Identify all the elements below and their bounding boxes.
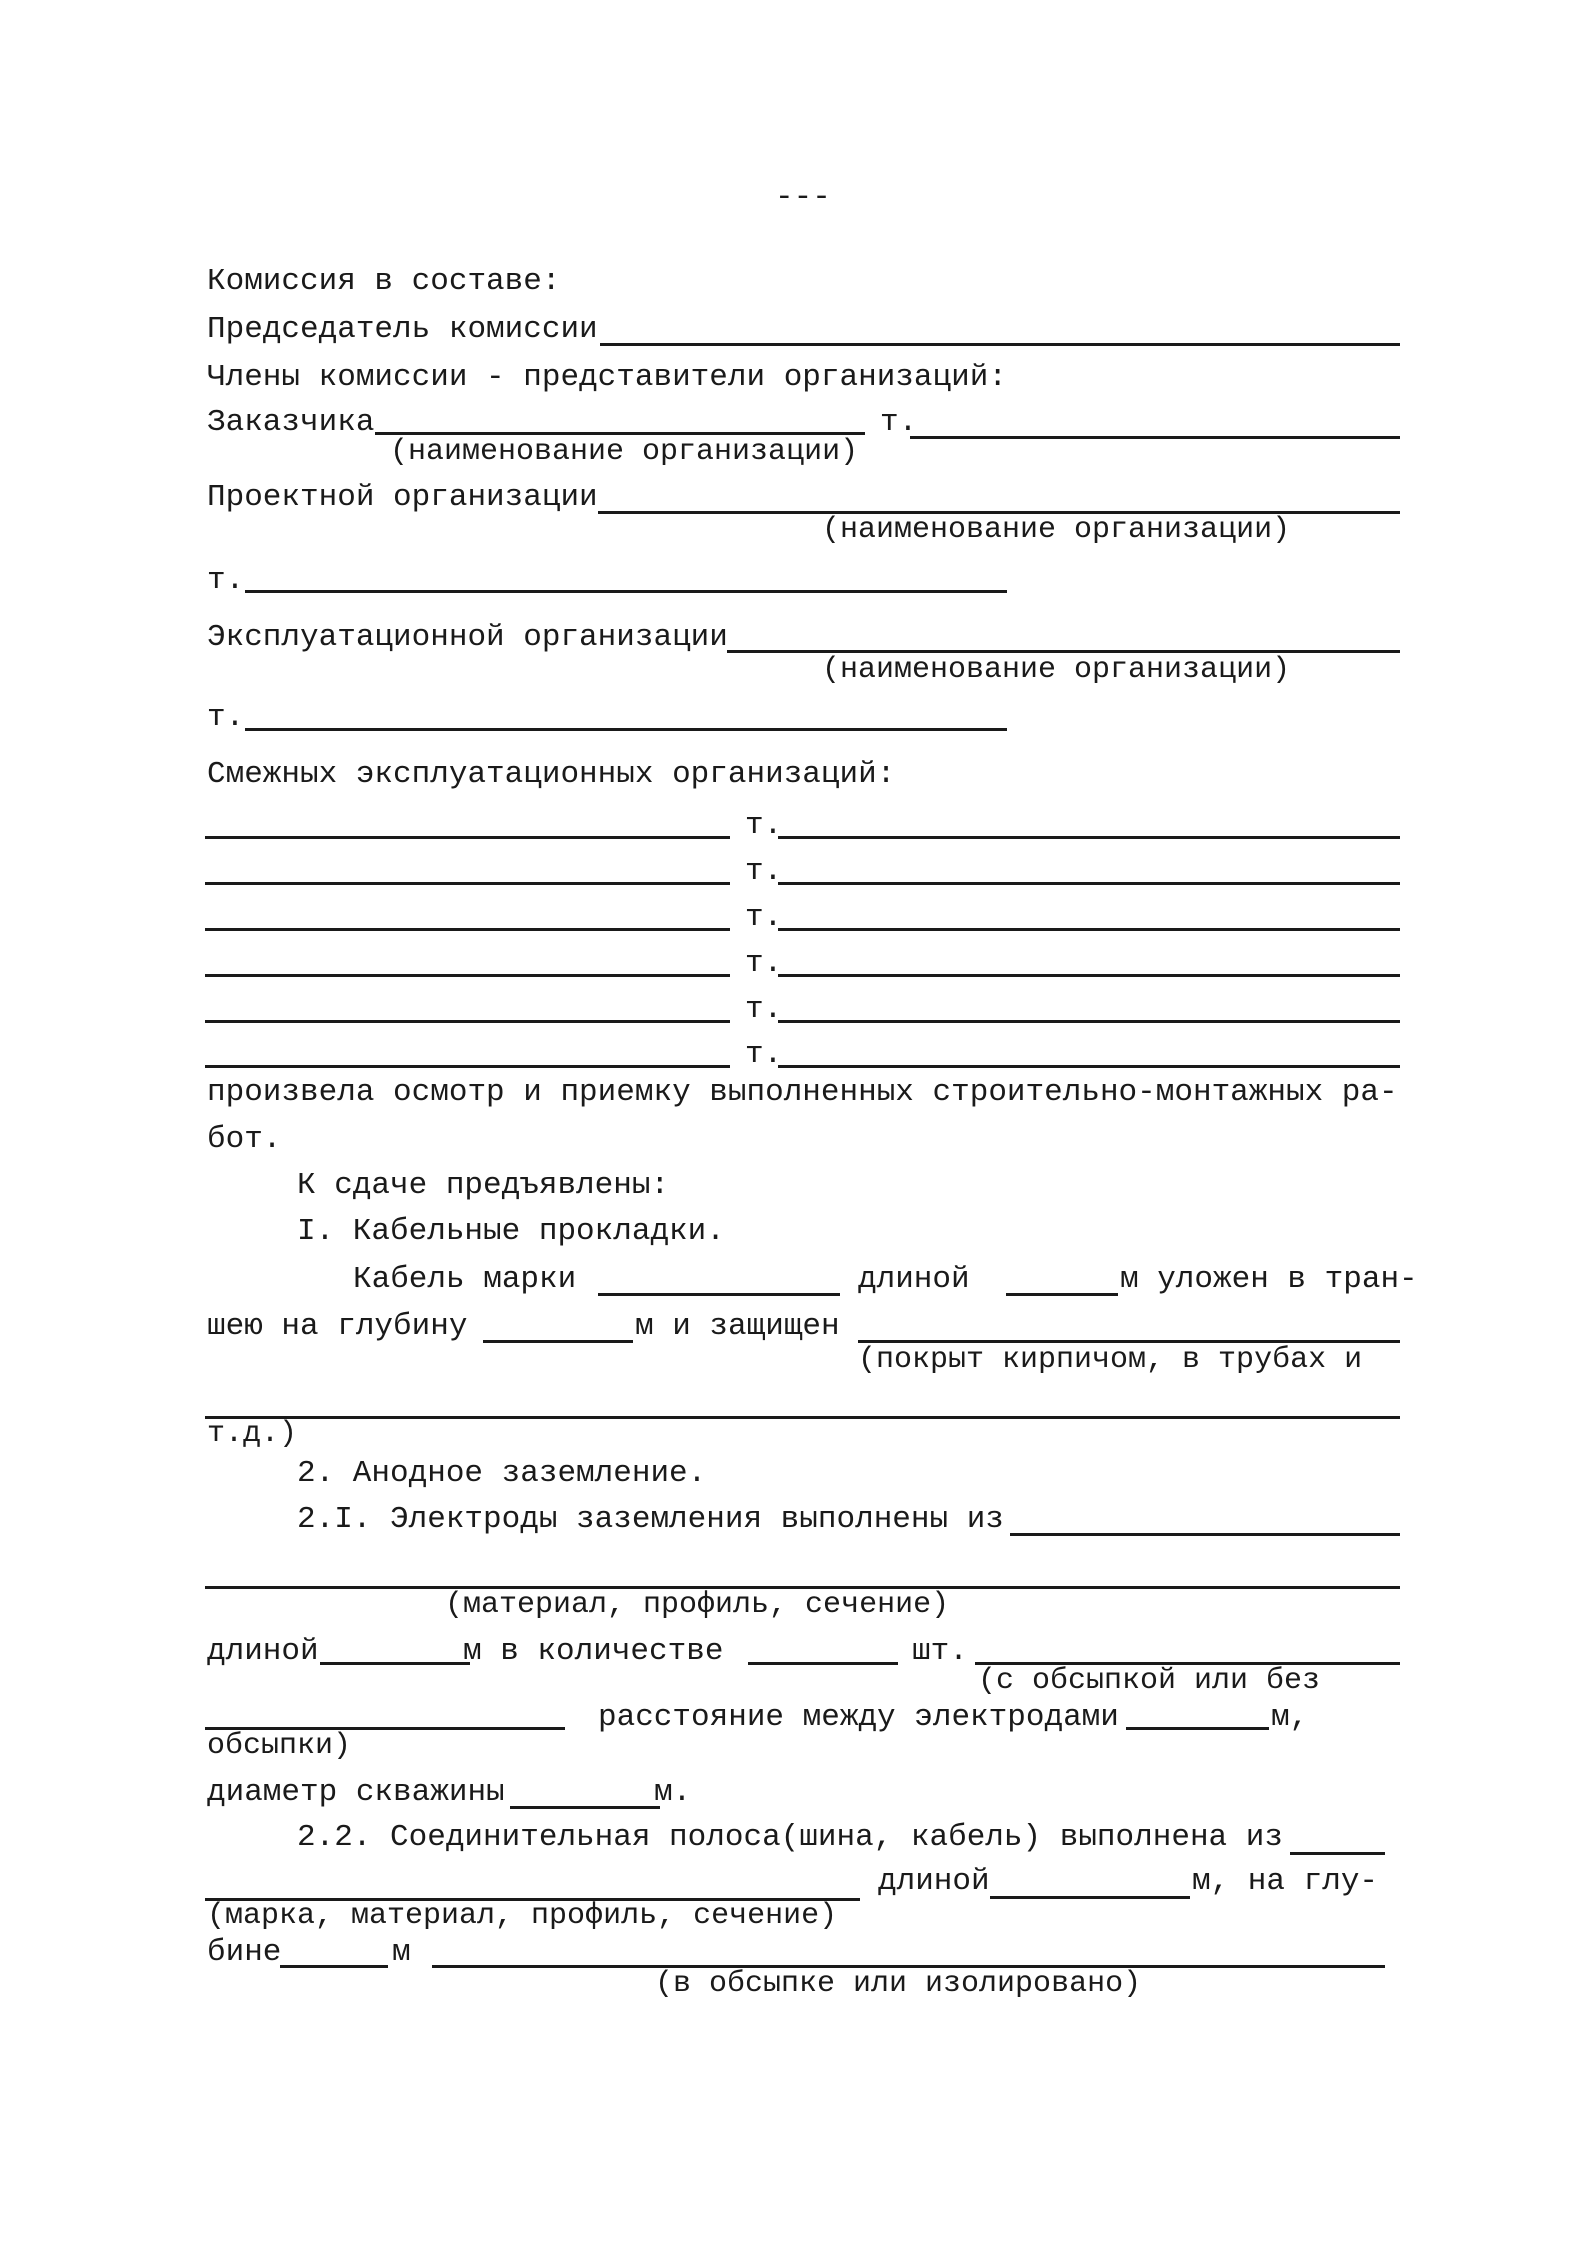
project-org-label: Проектной организации [207, 480, 598, 515]
commission-heading: Комиссия в составе: [207, 264, 561, 299]
cable-length-field[interactable] [1006, 1293, 1118, 1296]
project-org-caption: (наименование организации) [822, 513, 1291, 547]
adjacent-org-field[interactable] [205, 928, 730, 931]
strip-length-field[interactable] [990, 1896, 1190, 1899]
members-label: Члены комиссии - представители организаций: [207, 360, 1007, 395]
electrode-length-label: длиной [207, 1634, 319, 1669]
operating-org-label: Эксплуатационной организации [207, 620, 728, 655]
project-phone-field[interactable] [245, 590, 1007, 593]
strip-depth-label: м, на глу- [1192, 1864, 1379, 1899]
well-diameter-label: диаметр скважины [207, 1775, 505, 1810]
electrode-distance-field[interactable] [1126, 1727, 1269, 1730]
protected-label: м и защищен [635, 1309, 840, 1344]
adjacent-t-label: т. [745, 992, 783, 1027]
electrode-quantity-label: м в количестве [463, 1634, 724, 1669]
adjacent-t-label: т. [745, 808, 783, 843]
strip-depth-unit: м [392, 1935, 411, 1970]
electrodes-label: 2.I. Электроды заземления выполнены из [297, 1502, 1004, 1537]
section-2-heading: 2. Анодное заземление. [297, 1456, 707, 1491]
connecting-strip-field[interactable] [1290, 1852, 1385, 1855]
customer-label: Заказчика [207, 405, 375, 440]
acceptance-line-1: произвела осмотр и приемку выполненных строительно-монтажных ра- [207, 1075, 1398, 1110]
protection-caption: (покрыт кирпичом, в трубах и [858, 1343, 1363, 1377]
adjacent-phone-field[interactable] [778, 928, 1400, 931]
customer-phone-field[interactable] [910, 436, 1400, 439]
electrode-length-field[interactable] [320, 1662, 470, 1665]
operating-org-caption: (наименование организации) [822, 653, 1291, 687]
customer-org-caption: (наименование организации) [390, 435, 859, 469]
acceptance-line-2: бот. [207, 1122, 282, 1157]
section-1-heading: I. Кабельные прокладки. [297, 1214, 725, 1249]
adjacent-phone-field[interactable] [778, 882, 1400, 885]
chairman-field[interactable] [600, 343, 1400, 346]
chairman-label: Председатель комиссии [207, 312, 598, 347]
insulated-caption: (в обсыпке или изолировано) [655, 1967, 1142, 2001]
cable-length-label: длиной [858, 1262, 970, 1297]
backfill-caption: (с обсыпкой или без [978, 1664, 1321, 1698]
well-diameter-unit: м. [654, 1775, 692, 1810]
electrode-quantity-field[interactable] [748, 1662, 898, 1665]
strip-depth-field[interactable] [280, 1965, 388, 1968]
adjacent-org-field[interactable] [205, 974, 730, 977]
backfill-caption-2: обсыпки) [207, 1729, 352, 1763]
adjacent-t-label: т. [745, 854, 783, 889]
connecting-strip-label: 2.2. Соединительная полоса(шина, кабель) выполнена из [297, 1820, 1283, 1855]
electrode-distance-unit: м, [1271, 1700, 1309, 1735]
electrodes-material-field[interactable] [1010, 1533, 1400, 1536]
adjacent-t-label: т. [745, 900, 783, 935]
protection-caption-etc: т.д.) [207, 1417, 298, 1451]
project-t-label: т. [207, 563, 245, 598]
adjacent-phone-field[interactable] [778, 836, 1400, 839]
adjacent-phone-field[interactable] [778, 974, 1400, 977]
operating-t-label: т. [207, 700, 245, 735]
protection-field-continued[interactable] [205, 1416, 1400, 1419]
material-caption: (материал, профиль, сечение) [445, 1588, 950, 1622]
adjacent-orgs-label: Смежных эксплуатационных организаций: [207, 757, 896, 792]
adjacent-phone-field[interactable] [778, 1065, 1400, 1068]
adjacent-org-field[interactable] [205, 1065, 730, 1068]
cable-laid-label: м уложен в тран- [1120, 1262, 1418, 1297]
well-diameter-field[interactable] [510, 1806, 660, 1809]
trench-depth-label: шею на глубину [207, 1309, 468, 1344]
page-number: --- [775, 180, 831, 215]
cable-brand-label: Кабель марки [353, 1262, 577, 1297]
cable-brand-field[interactable] [598, 1293, 840, 1296]
adjacent-org-field[interactable] [205, 836, 730, 839]
trench-depth-field[interactable] [483, 1340, 633, 1343]
depth-word: бине [207, 1935, 282, 1970]
strip-length-label: длиной [878, 1864, 990, 1899]
electrode-distance-label: расстояние между электродами [598, 1700, 1119, 1735]
pcs-label: шт. [912, 1634, 968, 1669]
adjacent-org-field[interactable] [205, 1020, 730, 1023]
presented-label: К сдаче предъявлены: [297, 1168, 670, 1203]
customer-t-label: т. [880, 405, 918, 440]
grade-caption: (марка, материал, профиль, сечение) [207, 1899, 838, 1933]
operating-phone-field[interactable] [245, 728, 1007, 731]
adjacent-t-label: т. [745, 946, 783, 981]
adjacent-phone-field[interactable] [778, 1020, 1400, 1023]
adjacent-org-field[interactable] [205, 882, 730, 885]
adjacent-t-label: т. [745, 1037, 783, 1072]
